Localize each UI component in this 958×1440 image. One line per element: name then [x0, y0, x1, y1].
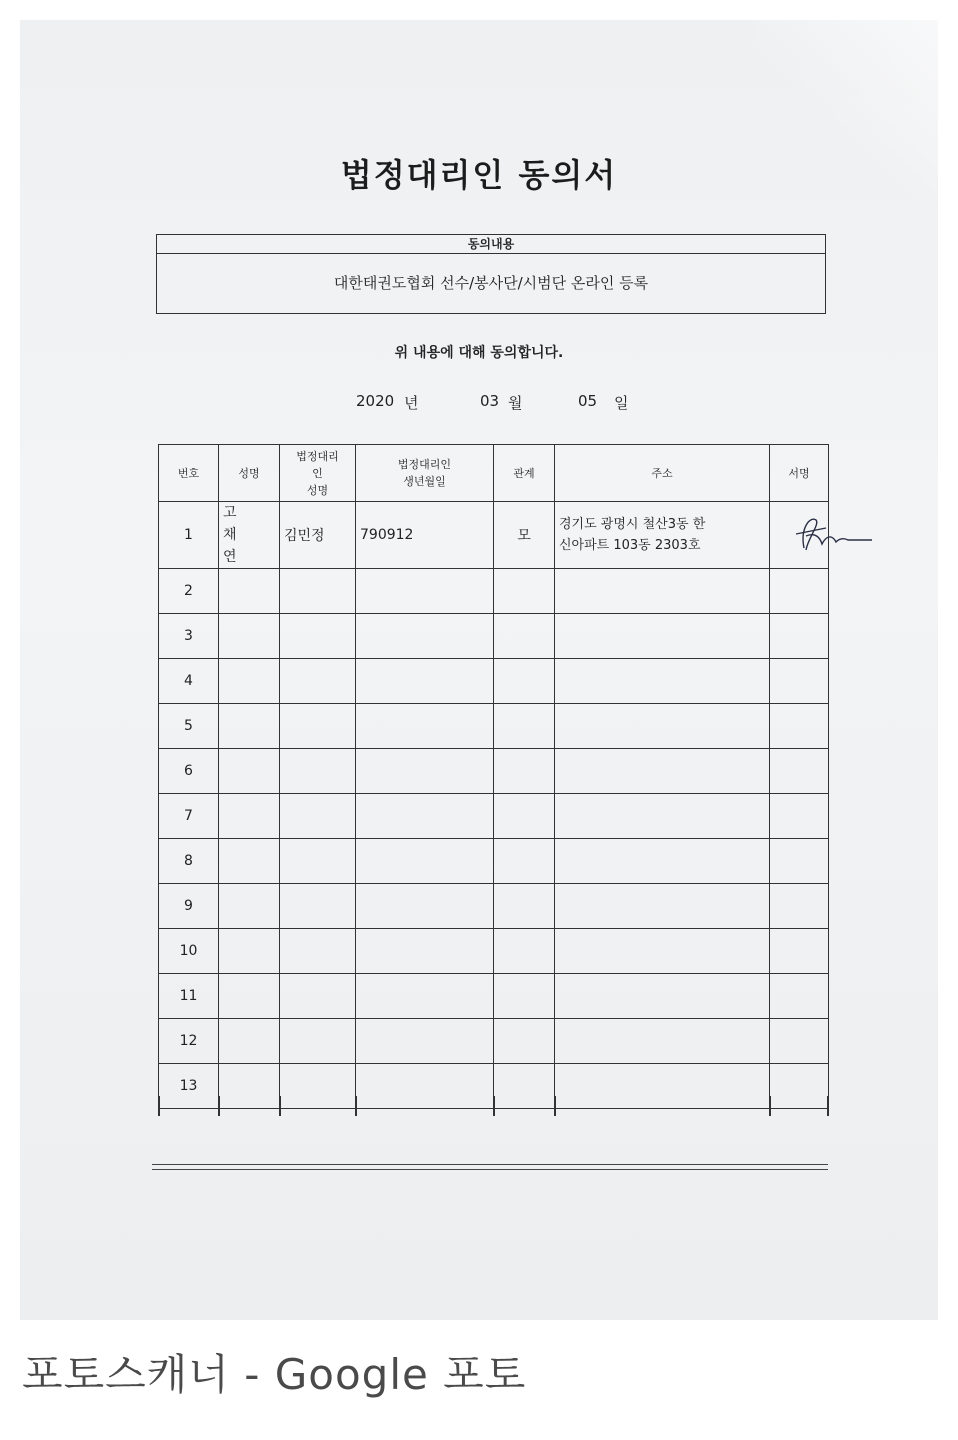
cell-name [219, 749, 280, 794]
table-row [159, 502, 829, 569]
column-header: 성명 [219, 445, 280, 502]
cell-address [555, 569, 770, 614]
table-row [159, 884, 829, 929]
column-header: 서명 [770, 445, 829, 502]
table-row [159, 839, 829, 884]
cell-birth [356, 1019, 494, 1064]
cell-guardian [280, 884, 356, 929]
cell-address [555, 1019, 770, 1064]
table-row [159, 1019, 829, 1064]
cell-relation [494, 839, 555, 884]
cell-relation [494, 1019, 555, 1064]
cell-no: 5 [159, 704, 219, 749]
table-row [159, 794, 829, 839]
cell-address [555, 884, 770, 929]
cell-name [219, 569, 280, 614]
table-row [159, 659, 829, 704]
date-month: 03 [480, 392, 500, 410]
cell-birth [356, 839, 494, 884]
table-row [159, 749, 829, 794]
cell-no: 1 [159, 502, 219, 569]
cell-no: 4 [159, 659, 219, 704]
cell-guardian [280, 704, 356, 749]
cell-signature [770, 614, 829, 659]
cell-relation [494, 974, 555, 1019]
table-row [159, 569, 829, 614]
cell-signature [770, 704, 829, 749]
cell-birth [356, 884, 494, 929]
document-title: 법정대리인 동의서 [340, 156, 618, 194]
cell-birth [356, 704, 494, 749]
cell-address [555, 614, 770, 659]
table-row [159, 704, 829, 749]
cell-name [219, 884, 280, 929]
cell-address [555, 974, 770, 1019]
cell-no: 10 [159, 929, 219, 974]
cell-no: 11 [159, 974, 219, 1019]
table-row [159, 929, 829, 974]
column-header: 법정대리인 생년월일 [356, 445, 494, 502]
cell-guardian: 김민정 [280, 502, 356, 569]
agreement-statement: 위 내용에 대해 동의합니다. [394, 345, 564, 361]
cell-birth [356, 974, 494, 1019]
guardian-table [158, 444, 829, 1109]
cell-name: 고 채 연 [219, 502, 280, 569]
table-row [159, 614, 829, 659]
date-day-unit: 일 [614, 394, 629, 412]
cell-signature [770, 839, 829, 884]
cell-name [219, 704, 280, 749]
date-year-unit: 년 [404, 394, 419, 412]
cell-address [555, 659, 770, 704]
cell-guardian [280, 569, 356, 614]
cell-relation [494, 794, 555, 839]
consent-content: 대한태권도협회 선수/봉사단/시범단 온라인 등록 [333, 274, 649, 292]
cell-name [219, 794, 280, 839]
column-header: 법정대리 인 성명 [280, 445, 356, 502]
signature-icon [782, 508, 872, 558]
cell-name [219, 614, 280, 659]
cell-signature [770, 1019, 829, 1064]
cell-name [219, 1019, 280, 1064]
cell-address [555, 839, 770, 884]
cell-address [555, 929, 770, 974]
cell-signature [770, 929, 829, 974]
cell-signature [770, 884, 829, 929]
column-header: 관계 [494, 445, 555, 502]
cell-guardian [280, 1019, 356, 1064]
column-header: 주소 [555, 445, 770, 502]
cell-birth [356, 614, 494, 659]
cell-guardian [280, 929, 356, 974]
table-row [159, 974, 829, 1019]
cell-no: 2 [159, 569, 219, 614]
cell-no: 7 [159, 794, 219, 839]
cell-no: 12 [159, 1019, 219, 1064]
date-month-unit: 월 [508, 394, 523, 412]
cell-birth [356, 659, 494, 704]
cell-address [555, 749, 770, 794]
cell-birth: 790912 [356, 502, 494, 569]
cell-no: 3 [159, 614, 219, 659]
cell-birth [356, 929, 494, 974]
cell-relation [494, 929, 555, 974]
cell-no: 13 [159, 1064, 219, 1109]
cell-address [555, 704, 770, 749]
date-day: 05 [578, 392, 598, 410]
cell-signature [770, 569, 829, 614]
cell-guardian [280, 839, 356, 884]
cell-birth [356, 569, 494, 614]
cell-address [555, 794, 770, 839]
date-year: 2020 [356, 392, 395, 410]
cell-name [219, 839, 280, 884]
consent-header: 동의내용 [157, 235, 825, 254]
cell-name [219, 929, 280, 974]
cell-birth [356, 749, 494, 794]
cell-guardian [280, 974, 356, 1019]
cell-signature [770, 974, 829, 1019]
cell-signature [770, 794, 829, 839]
cell-name [219, 659, 280, 704]
cell-name [219, 974, 280, 1019]
cell-relation [494, 569, 555, 614]
cell-guardian [280, 749, 356, 794]
column-header: 번호 [159, 445, 219, 502]
cell-guardian [280, 659, 356, 704]
photo-caption: 포토스캐너 - Google 포토 [22, 1350, 527, 1399]
cell-address: 경기도 광명시 철산3동 한 신아파트 103동 2303호 [555, 502, 770, 569]
table-tail-lines [158, 1096, 828, 1116]
cell-relation [494, 704, 555, 749]
cell-relation: 모 [494, 502, 555, 569]
cell-guardian [280, 794, 356, 839]
cell-relation [494, 749, 555, 794]
cell-relation [494, 614, 555, 659]
cell-guardian [280, 614, 356, 659]
consent-box [156, 234, 826, 314]
table-header-row [159, 445, 829, 502]
cell-no: 8 [159, 839, 219, 884]
cell-no: 9 [159, 884, 219, 929]
cell-no: 6 [159, 749, 219, 794]
cell-relation [494, 884, 555, 929]
cell-signature [770, 749, 829, 794]
cell-birth [356, 794, 494, 839]
scanned-photo [20, 20, 938, 1320]
cell-relation [494, 659, 555, 704]
cell-signature [770, 659, 829, 704]
bottom-rule [152, 1164, 828, 1170]
